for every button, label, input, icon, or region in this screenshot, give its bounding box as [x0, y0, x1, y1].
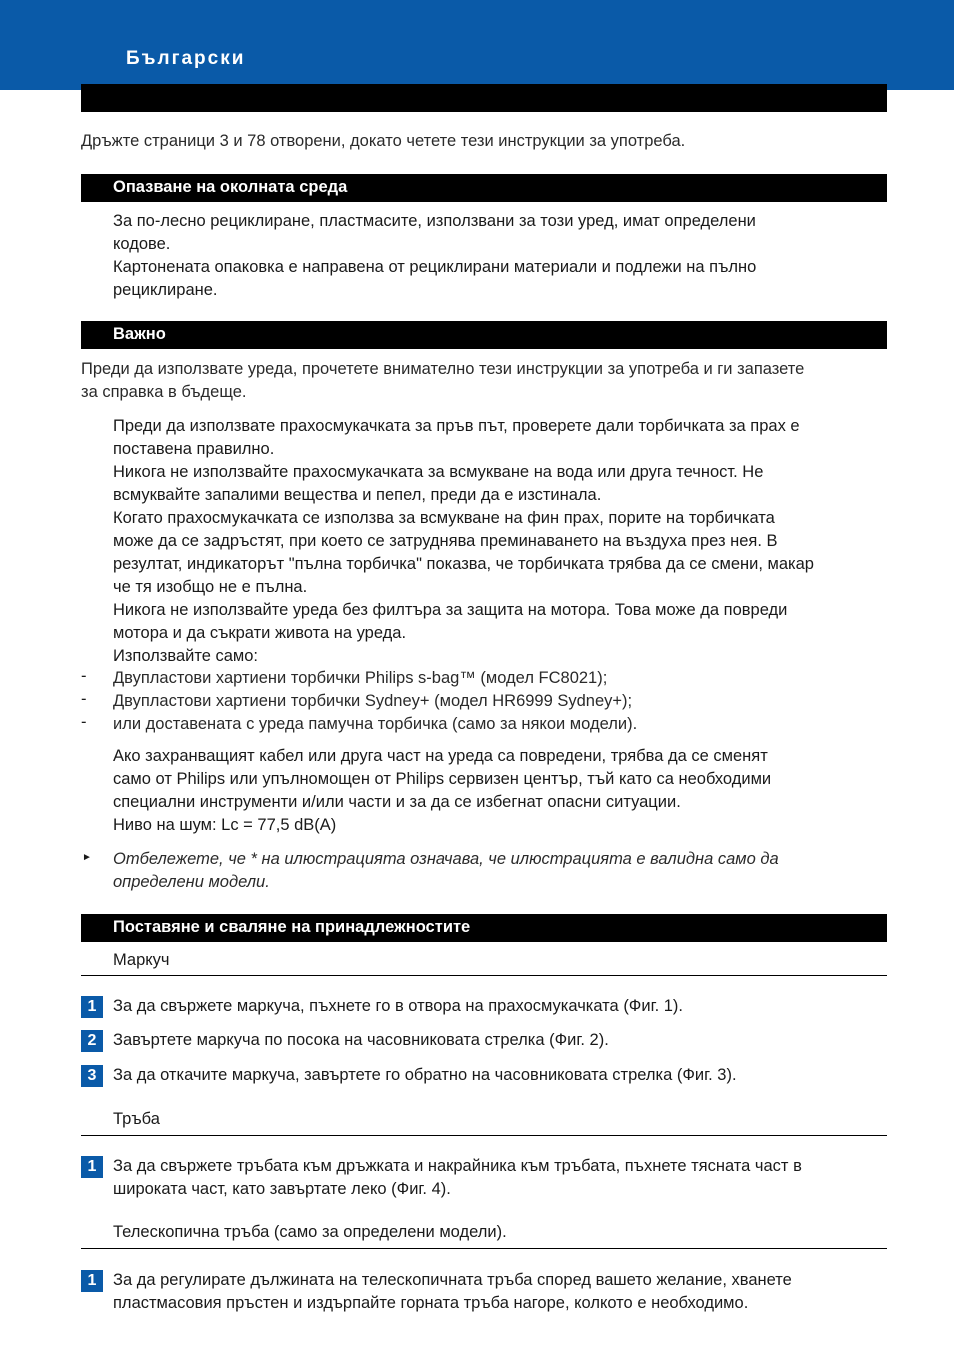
- tube-subheading: Тръба: [113, 1110, 160, 1128]
- important-intro-line: за справка в бъдеще.: [81, 383, 247, 401]
- warning-line: Никога не използвайте уреда без филтъра за защита на мотора. Това може да повреди: [113, 601, 788, 619]
- warning-line: поставена правилно.: [113, 440, 275, 458]
- warning-line: че тя изобщо не е пълна.: [113, 578, 308, 596]
- list-dash: -: [81, 690, 87, 708]
- step-text: широката част, като завъртате леко (Фиг. 4).: [113, 1180, 451, 1198]
- step-text: За да свържете маркуча, пъхнете го в отвора на прахосмукачката (Фиг. 1).: [113, 997, 683, 1015]
- header-black-bar: [81, 84, 887, 112]
- divider: [81, 1135, 887, 1136]
- warning-line: Използвайте само:: [113, 647, 259, 665]
- step-text: пластмасовия пръстен и издърпайте горната тръба нагоре, колкото е необходимо.: [113, 1294, 749, 1312]
- warning-line: всмуквайте запалими вещества и пепел, преди да е изстинала.: [113, 486, 602, 504]
- note-line: определени модели.: [113, 873, 270, 891]
- step-text: За да откачите маркуча, завъртете го обратно на часовниковата стрелка (Фиг. 3).: [113, 1066, 737, 1084]
- warning-line: резултат, индикаторът "пълна торбичка" показва, че торбичката трябва да се смени, макар: [113, 555, 814, 573]
- important-section-header: [81, 321, 887, 349]
- env-line: рециклиране.: [113, 281, 218, 299]
- env-section-header: [81, 174, 887, 202]
- step-number: 3: [81, 1065, 103, 1087]
- step-number: 1: [81, 1156, 103, 1178]
- step-text: За да регулирате дължината на телескопичната тръба според вашето желание, хванете: [113, 1271, 792, 1289]
- list-item: или доставената с уреда памучна торбичка (само за някои модели).: [113, 715, 638, 733]
- step-number: 1: [81, 996, 103, 1018]
- divider: [81, 975, 887, 976]
- env-line: За по-лесно рециклиране, пластмасите, използвани за този уред, имат определени: [113, 212, 756, 230]
- divider: [81, 1248, 887, 1249]
- important-section-title: Важно: [113, 325, 166, 343]
- step-text: Завъртете маркуча по посока на часовниковата стрелка (Фиг. 2).: [113, 1031, 609, 1049]
- telescopic-subheading: Телескопична тръба (само за определени модели).: [113, 1223, 507, 1241]
- note-bullet-icon: ►: [82, 852, 92, 863]
- accessories-section-header: [81, 914, 887, 942]
- after-line: Ако захранващият кабел или друга част на уреда са повредени, трябва да се сменят: [113, 747, 768, 765]
- list-item: Двупластови хартиени торбички Sydney+ (модел HR6999 Sydney+);: [113, 692, 633, 710]
- after-line: само от Philips или упълномощен от Philips сервизен център, тъй като са необходими: [113, 770, 772, 788]
- intro-text: Дръжте страници 3 и 78 отворени, докато четете тези инструкции за употреба.: [81, 132, 686, 150]
- warning-line: може да се задръстят, при което се затруднява преминаването на въздуха през нея. В: [113, 532, 778, 550]
- list-dash: -: [81, 667, 87, 685]
- important-intro-line: Преди да използвате уреда, прочетете внимателно тези инструкции за употреба и ги запазете: [81, 360, 805, 378]
- step-number: 2: [81, 1030, 103, 1052]
- accessories-section-title: Поставяне и сваляне на принадлежностите: [113, 918, 471, 936]
- warning-line: Никога не използвайте прахосмукачката за всмукване на вода или друга течност. Не: [113, 463, 764, 481]
- list-item: Двупластови хартиени торбички Philips s-bag™ (модел FC8021);: [113, 669, 608, 687]
- after-line: специални инструменти и/или части и за да се избегнат опасни ситуации.: [113, 793, 681, 811]
- noise-level: Ниво на шум: Lc = 77,5 dB(A): [113, 816, 337, 834]
- env-section-title: Опазване на околната среда: [113, 178, 348, 196]
- note-line: Отбележете, че * на илюстрацията означава, че илюстрацията е валидна само да: [113, 850, 779, 868]
- header-bar: [0, 0, 954, 90]
- hose-subheading: Маркуч: [113, 951, 170, 969]
- language-title: Български: [126, 48, 246, 69]
- warning-line: Преди да използвате прахосмукачката за пръв път, проверете дали торбичката за прах е: [113, 417, 800, 435]
- warning-line: Когато прахосмукачката се използва за всмукване на фин прах, порите на торбичката: [113, 509, 775, 527]
- env-line: кодове.: [113, 235, 171, 253]
- warning-line: мотора и да съкрати живота на уреда.: [113, 624, 407, 642]
- step-text: За да свържете тръбата към дръжката и накрайника към тръбата, пъхнете тясната част в: [113, 1157, 802, 1175]
- list-dash: -: [81, 713, 87, 731]
- step-number: 1: [81, 1270, 103, 1292]
- env-line: Картонената опаковка е направена от рециклирани материали и подлежи на пълно: [113, 258, 757, 276]
